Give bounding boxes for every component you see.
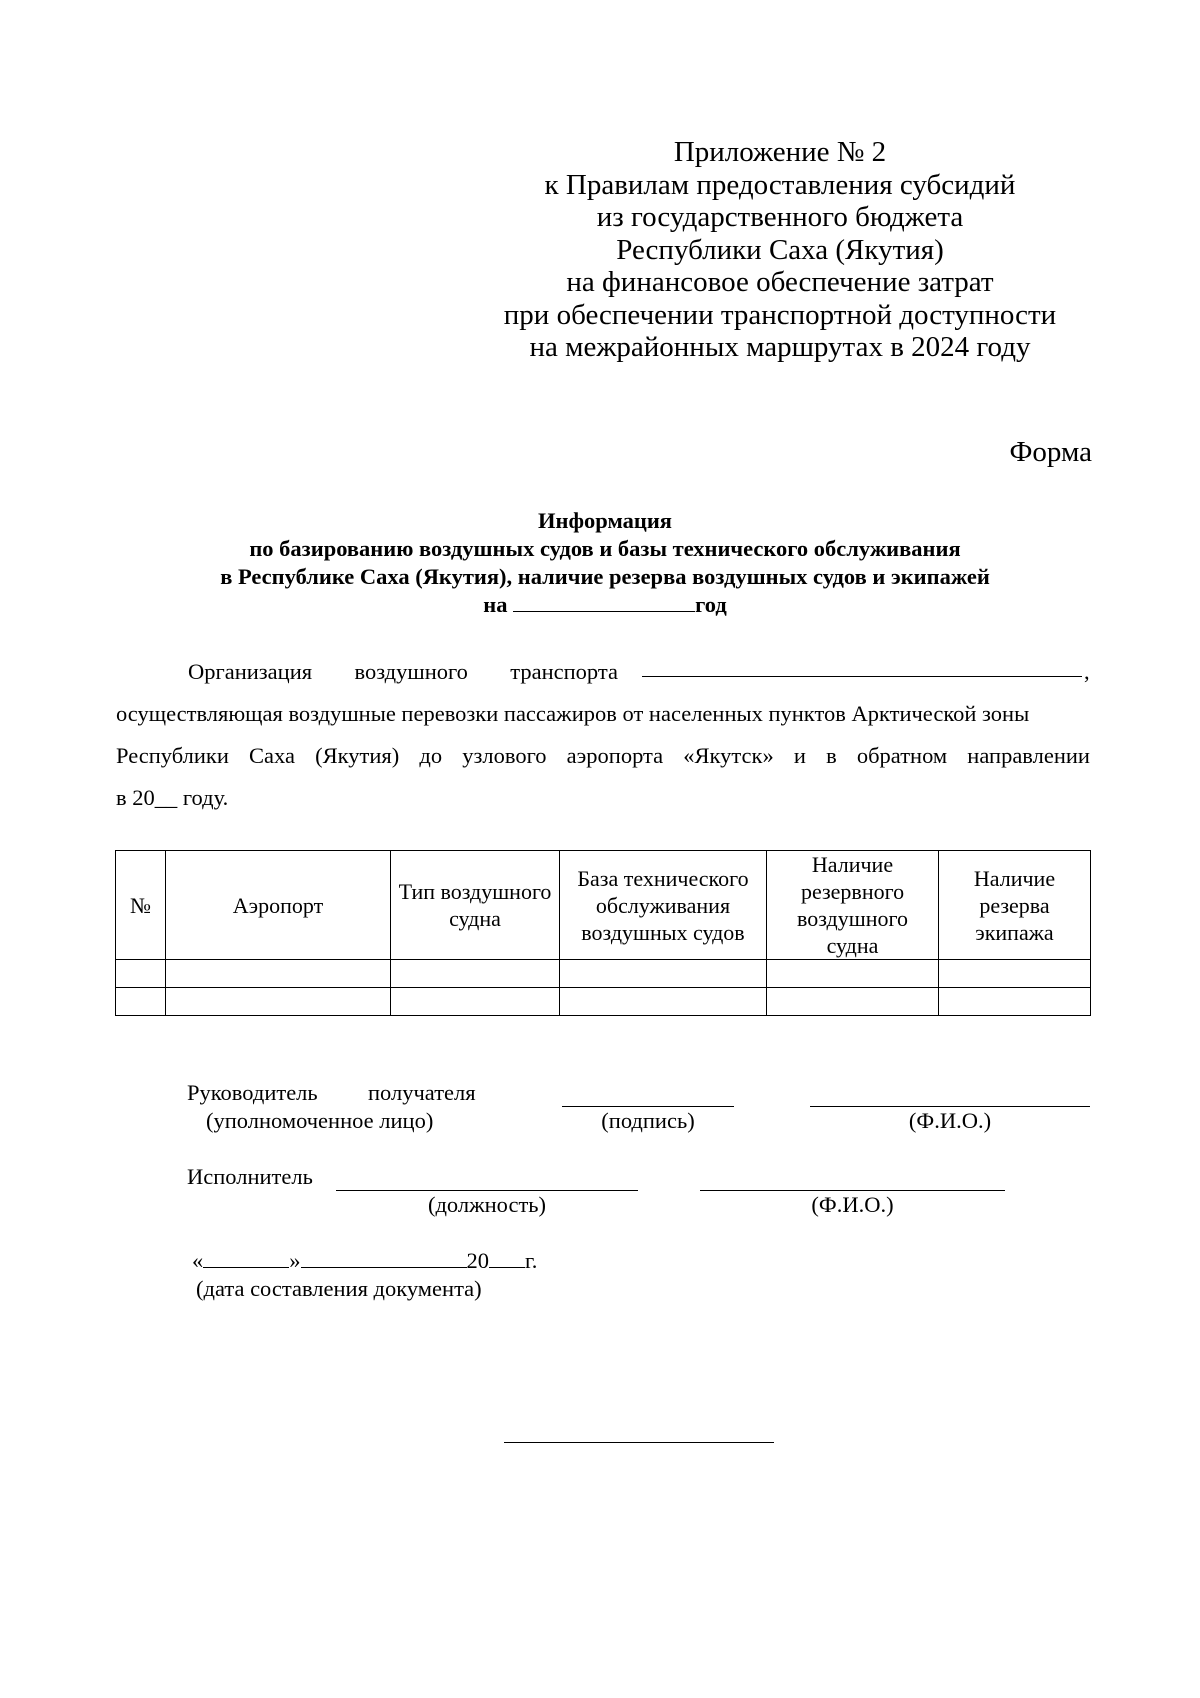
word: воздушного <box>354 659 468 684</box>
title-line: Информация <box>538 508 672 533</box>
header-maintenance-base: База технического обслуживания воздушных судов <box>560 851 767 960</box>
table-row <box>116 988 1091 1016</box>
executor-label: Исполнитель <box>187 1164 313 1189</box>
date-month-blank-field[interactable] <box>301 1249 467 1268</box>
word: (Якутия) <box>315 743 400 768</box>
word: «Якутск» <box>683 743 774 768</box>
date-year-blank-field[interactable] <box>489 1249 525 1268</box>
table-cell[interactable] <box>939 960 1091 988</box>
word: направлении <box>967 743 1090 768</box>
title-year-suffix: год <box>695 592 727 617</box>
date-close-quote: » <box>289 1248 301 1273</box>
organization-blank-field[interactable] <box>642 658 1082 677</box>
intro-line-3 <box>116 742 1090 770</box>
header-reserve-crew: Наличие резерва экипажа <box>939 851 1091 960</box>
date-year-suffix: г. <box>525 1248 538 1273</box>
header-reserve-aircraft: Наличие резервного воздушного судна <box>767 851 939 960</box>
table-cell[interactable] <box>391 960 560 988</box>
position-caption: (должность) <box>427 1192 547 1217</box>
intro-line-4: в 20__ году. <box>116 785 229 810</box>
table-header-row <box>116 851 1091 960</box>
word: Организация <box>188 659 313 684</box>
table-cell[interactable] <box>166 960 391 988</box>
word: Республики <box>116 743 229 768</box>
form-label: Форма <box>1009 436 1092 468</box>
header-airport: Аэропорт <box>166 851 391 960</box>
table-cell[interactable] <box>939 988 1091 1016</box>
date-year-prefix: 20 <box>466 1248 489 1273</box>
comma: , <box>1084 659 1090 684</box>
date-day-blank-field[interactable] <box>203 1249 289 1268</box>
table-cell[interactable] <box>116 960 166 988</box>
date-open-quote: « <box>192 1248 204 1273</box>
table-cell[interactable] <box>166 988 391 1016</box>
title-year-prefix: на <box>483 592 508 617</box>
table-cell[interactable] <box>767 988 939 1016</box>
head-fio-caption: (Ф.И.О.) <box>908 1108 992 1133</box>
org-label <box>188 658 618 686</box>
word: и <box>793 743 806 768</box>
aircraft-info-table <box>115 850 1091 1016</box>
intro-line-2: осуществляющая воздушные перевозки пассажиров от населенных пунктов Арктической зоны <box>116 701 1030 726</box>
appendix-header <box>500 136 1060 364</box>
title-year-line <box>140 591 1070 619</box>
appendix-line: Республики Саха (Якутия) <box>616 233 944 266</box>
appendix-line: на межрайонных маршрутах в 2024 году <box>529 331 1031 363</box>
word: Саха <box>249 743 295 768</box>
date-caption: (дата составления документа) <box>196 1276 482 1301</box>
appendix-line: к Правилам предоставления субсидий <box>544 168 1016 201</box>
closing-separator-line <box>504 1442 774 1443</box>
appendix-line: Приложение № 2 <box>673 136 887 168</box>
word: обратном <box>856 743 948 768</box>
table-row <box>116 960 1091 988</box>
head-label-word1: Руководитель <box>187 1080 318 1105</box>
word: в <box>826 743 837 768</box>
header-number: № <box>116 851 166 960</box>
signature-caption: (подпись) <box>601 1108 695 1133</box>
header-aircraft-type: Тип воздушного судна <box>391 851 560 960</box>
table-cell[interactable] <box>560 960 767 988</box>
date-line <box>192 1247 537 1275</box>
executor-fio-caption: (Ф.И.О.) <box>811 1192 894 1217</box>
appendix-line: при обеспечении транспортной доступности <box>503 298 1057 331</box>
word: транспорта <box>510 659 618 684</box>
head-label-word2: получателя <box>368 1080 476 1105</box>
word: аэропорта <box>566 743 664 768</box>
table-cell[interactable] <box>767 960 939 988</box>
title-line: в Республике Саха (Якутия), наличие резерва воздушных судов и экипажей <box>220 564 990 589</box>
appendix-line: из государственного бюджета <box>596 201 964 233</box>
appendix-line: на финансовое обеспечение затрат <box>566 266 994 298</box>
table-cell[interactable] <box>391 988 560 1016</box>
document-title <box>140 507 1070 619</box>
year-blank-field[interactable] <box>513 593 695 612</box>
word: узлового <box>462 743 547 768</box>
word: до <box>419 743 443 768</box>
title-line: по базированию воздушных судов и базы технического обслуживания <box>249 536 961 561</box>
table-cell[interactable] <box>560 988 767 1016</box>
table-cell[interactable] <box>116 988 166 1016</box>
head-authorized-caption: (уполномоченное лицо) <box>206 1108 434 1133</box>
